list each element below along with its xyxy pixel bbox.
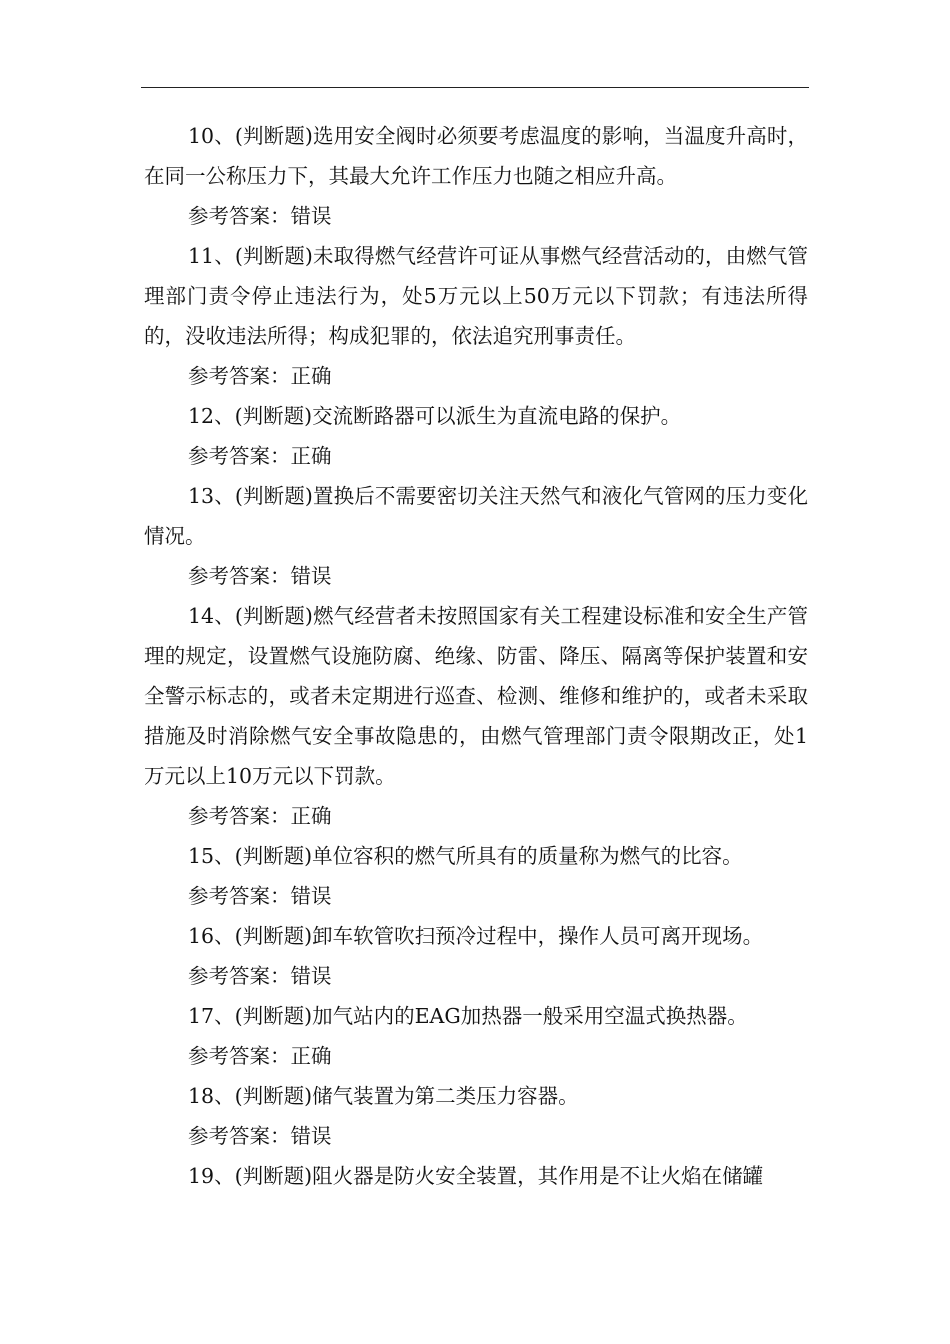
question-text: 19、(判断题)阻火器是防火安全装置，其作用是不让火焰在储罐	[188, 1164, 764, 1188]
answer-text: 参考答案：正确	[188, 804, 332, 828]
answer-text: 参考答案：错误	[188, 1124, 332, 1148]
question-item	[144, 996, 808, 1076]
answer-text: 参考答案：错误	[188, 204, 332, 228]
question-text: 16、(判断题)卸车软管吹扫预冷过程中，操作人员可离开现场。	[188, 924, 764, 948]
question-list	[144, 116, 808, 1196]
question-text: 14、(判断题)燃气经营者未按照国家有关工程建设标准和安全生产管理的规定，设置燃气设施防腐、绝缘、防雷、降压、隔离等保护装置和安全警示标志的，或者未定期进行巡查、检测、维修和维护的，或者未采取措施及时消除燃气安全事故隐患的，由燃气管理部门责令限期改正，处1万元以上10万元以下罚款。	[144, 604, 808, 788]
answer-text: 参考答案：正确	[188, 1044, 332, 1068]
answer-text: 参考答案：错误	[188, 964, 332, 988]
answer-text: 参考答案：错误	[188, 884, 332, 908]
answer-text: 参考答案：错误	[188, 564, 332, 588]
question-item	[144, 236, 808, 396]
question-text: 17、(判断题)加气站内的EAG加热器一般采用空温式换热器。	[188, 1004, 748, 1028]
question-item	[144, 596, 808, 836]
question-text: 11、(判断题)未取得燃气经营许可证从事燃气经营活动的，由燃气管理部门责令停止违法行为，处5万元以上50万元以下罚款；有违法所得的，没收违法所得；构成犯罪的，依法追究刑事责任。	[144, 244, 808, 348]
question-text: 13、(判断题)置换后不需要密切关注天然气和液化气管网的压力变化情况。	[144, 484, 808, 548]
answer-text: 参考答案：正确	[188, 444, 332, 468]
header-rule	[141, 87, 809, 88]
question-text: 18、(判断题)储气装置为第二类压力容器。	[188, 1084, 579, 1108]
question-item	[144, 1076, 808, 1156]
question-item	[144, 396, 808, 476]
answer-text: 参考答案：正确	[188, 364, 332, 388]
question-item	[144, 836, 808, 916]
question-text: 10、(判断题)选用安全阀时必须要考虑温度的影响，当温度升高时，在同一公称压力下，其最大允许工作压力也随之相应升高。	[144, 124, 808, 188]
question-item	[144, 916, 808, 996]
question-text: 12、(判断题)交流断路器可以派生为直流电路的保护。	[188, 404, 682, 428]
question-text: 15、(判断题)单位容积的燃气所具有的质量称为燃气的比容。	[188, 844, 743, 868]
question-item	[144, 476, 808, 596]
question-item	[144, 116, 808, 236]
question-item	[144, 1156, 808, 1196]
